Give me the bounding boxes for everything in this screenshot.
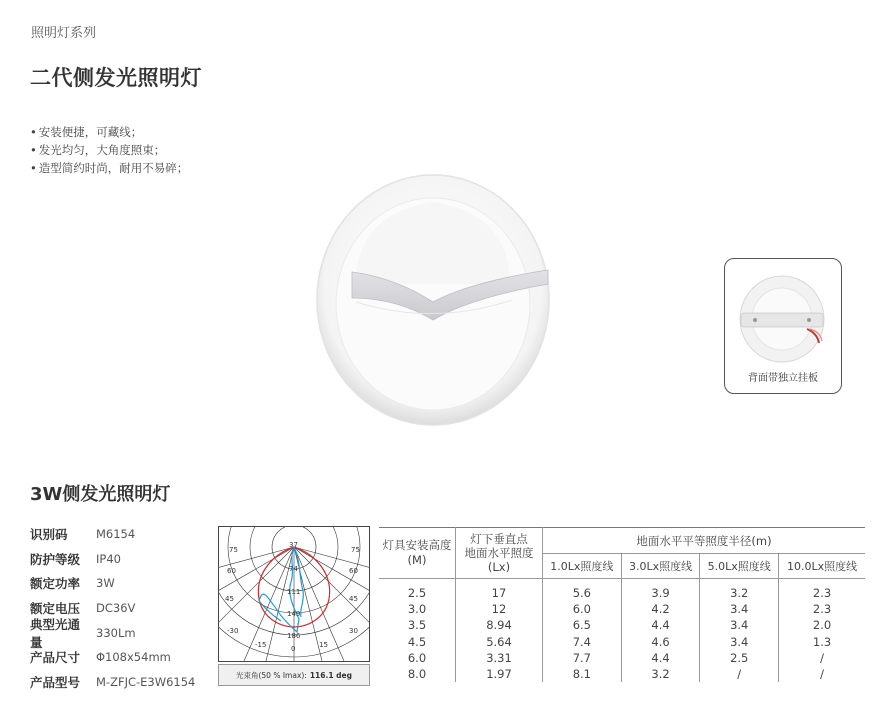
col-header-line: (M) (407, 553, 427, 567)
angle-label: -30 (227, 627, 239, 635)
ring-label: 74 (289, 565, 298, 573)
table-row (379, 634, 865, 650)
table-cell: 12 (456, 601, 543, 617)
table-cell: 5.64 (456, 634, 543, 650)
table-cell: 2.0 (812, 618, 832, 633)
table-cell: 17 (456, 579, 543, 602)
spec-row (30, 571, 195, 596)
angle-label: 30 (349, 627, 358, 635)
spec-list (30, 522, 195, 694)
sub-header: 1.0Lx照度线 (543, 554, 622, 579)
spec-row (30, 547, 195, 572)
angle-label: 45 (349, 595, 358, 603)
col-header-line: (Lx) (487, 560, 511, 574)
table-cell: 5.6 (543, 579, 622, 602)
beam-angle-box (218, 664, 370, 686)
table-cell: 4.5 (379, 634, 456, 650)
table-cell: 2.5 (379, 579, 456, 602)
table-cell: 8.1 (543, 666, 622, 682)
beam-angle-value: 116.1 deg (309, 670, 353, 680)
table-cell: 6.5 (543, 617, 622, 633)
table-cell: 3.31 (456, 650, 543, 666)
table-cell: 4.2 (621, 601, 700, 617)
table-cell: 3.9 (621, 579, 700, 602)
table-cell: 3.4 (700, 617, 779, 633)
polar-svg (219, 527, 369, 661)
table-cell: 4.4 (621, 617, 700, 633)
table-cell: 4.4 (621, 650, 700, 666)
spec-row (30, 616, 195, 650)
angle-label: 45 (225, 595, 234, 603)
angle-label: 60 (349, 567, 358, 575)
spec-value: M-ZFJC-E3W6154 (96, 674, 196, 689)
table-cell: 7.4 (543, 634, 622, 650)
table-cell: 3.5 (379, 617, 456, 633)
table-cell: 2.3 (812, 602, 832, 617)
angle-label: 60 (227, 567, 236, 575)
col-header-height (379, 528, 456, 579)
table-cell: 1.3 (812, 634, 832, 649)
table-cell: / (820, 667, 824, 682)
table-row (379, 617, 865, 633)
ring-label: 186 (287, 632, 301, 640)
ring-label: 37 (289, 541, 298, 549)
spec-row (30, 522, 195, 547)
col-header-lux (456, 528, 543, 579)
beam-angle-label: 光束角(50 % Imax): (235, 670, 307, 680)
spec-label: 额定电压 (30, 601, 81, 617)
table-cell: 3.0 (379, 601, 456, 617)
light-distribution-chart (218, 526, 370, 662)
spec-value: DC36V (96, 601, 136, 616)
ring-label: 149 (287, 610, 301, 618)
col-header-line: 地面水平照度 (464, 546, 534, 560)
table-cell: 6.0 (379, 650, 456, 666)
product-subtitle: 3W侧发光照明灯 (30, 484, 171, 505)
table-cell: 2.5 (700, 650, 779, 666)
series-label: 照明灯系列 (31, 26, 97, 41)
feature-item: • 造型简约时尚，耐用不易碎； (30, 159, 188, 177)
sub-header: 10.0Lx照度线 (779, 554, 865, 579)
table-cell: 2.3 (812, 586, 832, 601)
table-cell: 3.4 (700, 634, 779, 650)
spec-value: Φ108x54mm (96, 650, 171, 665)
spec-value: M6154 (96, 527, 136, 542)
product-front-image (316, 174, 550, 428)
illuminance-table (379, 527, 865, 682)
table-row (379, 666, 865, 682)
spec-value: IP40 (96, 551, 121, 566)
table-cell: 1.97 (456, 666, 543, 682)
angle-label: -15 (255, 641, 267, 649)
table-cell: 6.0 (543, 601, 622, 617)
spec-label: 典型光通量 (30, 616, 81, 650)
table-row (379, 601, 865, 617)
table-cell: / (700, 666, 779, 682)
page-title: 二代侧发光照明灯 (30, 66, 202, 90)
product-back-image (725, 259, 841, 369)
table-cell: 8.0 (379, 666, 456, 682)
spec-value: 330Lm (96, 625, 136, 640)
table-cell: 3.2 (700, 579, 779, 602)
table-cell: 3.4 (700, 601, 779, 617)
feature-item: • 发光均匀，大角度照束； (30, 141, 188, 159)
sub-header: 3.0Lx照度线 (621, 554, 700, 579)
spec-label: 识别码 (30, 527, 68, 543)
col-header-line: 灯具安装高度 (382, 538, 452, 552)
spec-label: 产品尺寸 (30, 650, 81, 666)
table-cell: 3.2 (621, 666, 700, 682)
table-cell: 4.6 (621, 634, 700, 650)
spec-row (30, 670, 195, 695)
table-row (379, 579, 865, 602)
table-row (379, 650, 865, 666)
col-header-line: 灯下垂直点 (470, 532, 528, 546)
angle-label: 15 (319, 641, 328, 649)
table-cell: / (820, 650, 824, 665)
back-view-caption: 背面带独立挂板 (748, 373, 818, 384)
angle-label: 75 (229, 546, 238, 554)
ring-label: 111 (287, 588, 301, 596)
col-header-group: 地面水平平等照度半径(m) (543, 528, 866, 554)
spec-row (30, 645, 195, 670)
sub-header: 5.0Lx照度线 (700, 554, 779, 579)
spec-label: 防护等级 (30, 551, 81, 567)
spec-label: 额定功率 (30, 576, 81, 592)
feature-item: • 安装便捷，可藏线； (30, 123, 188, 141)
spec-value: 3W (96, 576, 115, 591)
table-cell: 7.7 (543, 650, 622, 666)
table-cell: 8.94 (456, 617, 543, 633)
spec-label: 产品型号 (30, 674, 81, 690)
angle-label: 75 (351, 546, 360, 554)
angle-label: 0 (291, 645, 296, 653)
feature-list (30, 123, 188, 177)
